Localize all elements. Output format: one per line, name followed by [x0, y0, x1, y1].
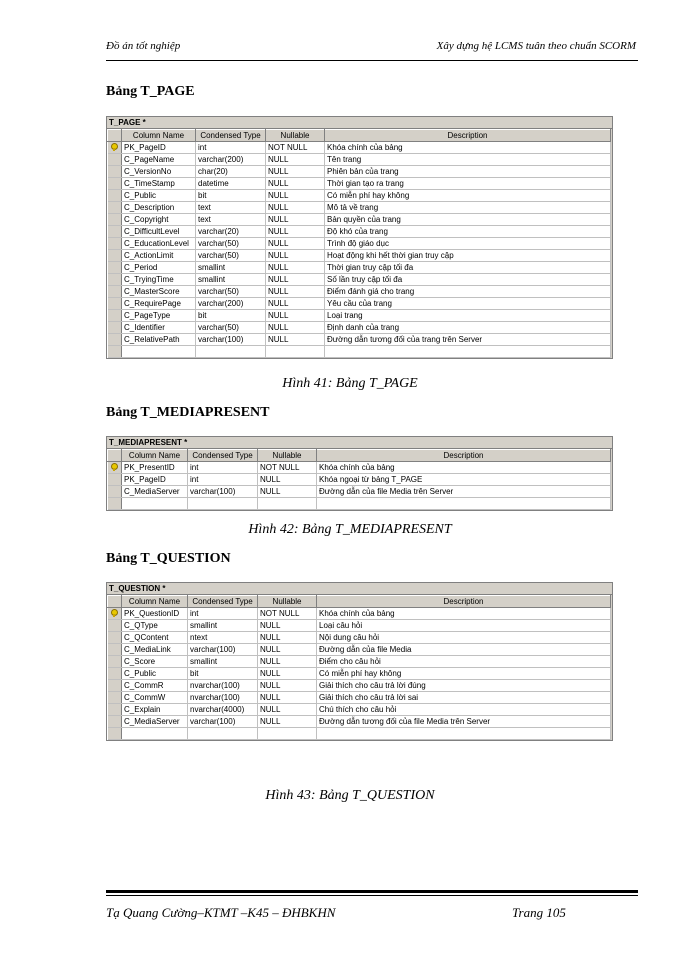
- column-header-row: [108, 450, 611, 462]
- row-selector[interactable]: [108, 178, 122, 190]
- table-grid-t-mediapresent: [106, 436, 613, 511]
- cell-desc[interactable]: Độ khó của trang: [325, 226, 611, 238]
- empty-cell[interactable]: [266, 346, 325, 358]
- table-row[interactable]: [108, 142, 611, 154]
- table-row[interactable]: [108, 226, 611, 238]
- cell-nullable[interactable]: NULL: [258, 656, 317, 668]
- row-selector[interactable]: [108, 298, 122, 310]
- cell-name[interactable]: C_CommW: [122, 692, 188, 704]
- empty-cell[interactable]: [258, 728, 317, 740]
- cell-nullable[interactable]: NULL: [258, 486, 317, 498]
- page-header: [106, 40, 636, 58]
- section-heading-t-question: Bảng T_QUESTION: [106, 551, 231, 566]
- cell-desc[interactable]: Chú thích cho câu hỏi: [317, 704, 611, 716]
- cell-name[interactable]: C_Explain: [122, 704, 188, 716]
- table-row[interactable]: [108, 262, 611, 274]
- section-heading-t-mediapresent: Bảng T_MEDIAPRESENT: [106, 405, 270, 420]
- cell-desc[interactable]: Khóa chính của bảng: [325, 142, 611, 154]
- cell-desc[interactable]: Số lần truy cập tối đa: [325, 274, 611, 286]
- figure-caption-43: Hình 43: Bảng T_QUESTION: [265, 788, 435, 803]
- cell-type[interactable]: varchar(100): [188, 716, 258, 728]
- cell-desc[interactable]: Điểm cho câu hỏi: [317, 656, 611, 668]
- grid-table: [107, 129, 611, 358]
- row-selector[interactable]: [108, 190, 122, 202]
- cell-nullable[interactable]: NULL: [266, 190, 325, 202]
- row-selector[interactable]: [108, 310, 122, 322]
- cell-name[interactable]: C_QContent: [122, 632, 188, 644]
- primary-key-icon: [111, 143, 117, 151]
- cell-nullable[interactable]: NULL: [266, 250, 325, 262]
- cell-nullable[interactable]: NULL: [266, 202, 325, 214]
- grid-title: T_MEDIAPRESENT *: [107, 437, 612, 449]
- table-row[interactable]: [108, 250, 611, 262]
- footer-rule: [106, 890, 638, 893]
- table-row[interactable]: [108, 692, 611, 704]
- table-row[interactable]: [108, 178, 611, 190]
- row-selector[interactable]: [108, 226, 122, 238]
- table-grid-t-page: [106, 116, 613, 359]
- row-selector[interactable]: [108, 250, 122, 262]
- cell-nullable[interactable]: NULL: [266, 298, 325, 310]
- col-header-name[interactable]: Column Name: [122, 596, 188, 608]
- cell-desc[interactable]: Đường dẫn tương đối của trang trên Server: [325, 334, 611, 346]
- cell-name[interactable]: C_VersionNo: [122, 166, 196, 178]
- row-selector[interactable]: [108, 620, 122, 632]
- cell-desc[interactable]: Thời gian tạo ra trang: [325, 178, 611, 190]
- empty-cell[interactable]: [317, 498, 611, 510]
- table-row[interactable]: [108, 274, 611, 286]
- cell-name[interactable]: C_Public: [122, 190, 196, 202]
- cell-type[interactable]: varchar(20): [196, 226, 266, 238]
- row-selector[interactable]: [108, 166, 122, 178]
- cell-nullable[interactable]: NULL: [258, 716, 317, 728]
- cell-type[interactable]: bit: [196, 190, 266, 202]
- grid-title: T_QUESTION *: [107, 583, 612, 595]
- row-selector[interactable]: [108, 644, 122, 656]
- empty-row[interactable]: [108, 728, 611, 740]
- cell-name[interactable]: PK_QuestionID: [122, 608, 188, 620]
- table-row[interactable]: [108, 668, 611, 680]
- row-selector[interactable]: [108, 692, 122, 704]
- cell-nullable[interactable]: NULL: [258, 474, 317, 486]
- cell-name[interactable]: C_TimeStamp: [122, 178, 196, 190]
- empty-cell[interactable]: [317, 728, 611, 740]
- cell-name[interactable]: PK_PageID: [122, 474, 188, 486]
- row-selector[interactable]: [108, 462, 122, 474]
- cell-type[interactable]: int: [196, 142, 266, 154]
- cell-desc[interactable]: Phiên bản của trang: [325, 166, 611, 178]
- empty-cell[interactable]: [258, 498, 317, 510]
- cell-name[interactable]: C_DifficultLevel: [122, 226, 196, 238]
- table-row[interactable]: [108, 608, 611, 620]
- figure-caption-41: Hình 41: Bảng T_PAGE: [282, 376, 418, 391]
- footer-rule-thin: [106, 895, 638, 896]
- col-header-type[interactable]: Condensed Type: [188, 596, 258, 608]
- cell-type[interactable]: varchar(200): [196, 298, 266, 310]
- column-header-row: [108, 596, 611, 608]
- cell-desc[interactable]: Khóa chính của bảng: [317, 608, 611, 620]
- row-selector[interactable]: [108, 668, 122, 680]
- empty-cell[interactable]: [122, 498, 188, 510]
- cell-type[interactable]: datetime: [196, 178, 266, 190]
- table-row[interactable]: [108, 334, 611, 346]
- row-selector[interactable]: [108, 202, 122, 214]
- cell-desc[interactable]: Loại trang: [325, 310, 611, 322]
- cell-nullable[interactable]: NULL: [266, 214, 325, 226]
- cell-name[interactable]: C_TryingTime: [122, 274, 196, 286]
- cell-type[interactable]: varchar(100): [196, 334, 266, 346]
- cell-desc[interactable]: Thời gian truy cập tối đa: [325, 262, 611, 274]
- table-row[interactable]: [108, 154, 611, 166]
- cell-nullable[interactable]: NOT NULL: [258, 462, 317, 474]
- cell-name[interactable]: C_Identifier: [122, 322, 196, 334]
- cell-name[interactable]: C_Score: [122, 656, 188, 668]
- cell-nullable[interactable]: NULL: [258, 680, 317, 692]
- col-header-nullable[interactable]: Nullable: [258, 450, 317, 462]
- cell-type[interactable]: int: [188, 474, 258, 486]
- cell-type[interactable]: varchar(50): [196, 322, 266, 334]
- row-selector[interactable]: [108, 486, 122, 498]
- cell-desc[interactable]: Điểm đánh giá cho trang: [325, 286, 611, 298]
- row-selector[interactable]: [108, 286, 122, 298]
- col-header-nullable[interactable]: Nullable: [266, 130, 325, 142]
- table-row[interactable]: [108, 656, 611, 668]
- cell-nullable[interactable]: NULL: [258, 668, 317, 680]
- empty-cell[interactable]: [188, 728, 258, 740]
- cell-desc[interactable]: Có miễn phí hay không: [325, 190, 611, 202]
- cell-nullable[interactable]: NULL: [258, 692, 317, 704]
- header-left: Đồ án tốt nghiệp: [106, 40, 181, 52]
- cell-type[interactable]: bit: [196, 310, 266, 322]
- cell-name[interactable]: C_RequirePage: [122, 298, 196, 310]
- figure-caption-42: Hình 42: Bảng T_MEDIAPRESENT: [248, 522, 452, 537]
- cell-name[interactable]: PK_PresentID: [122, 462, 188, 474]
- cell-nullable[interactable]: NULL: [266, 334, 325, 346]
- cell-nullable[interactable]: NULL: [266, 178, 325, 190]
- table-row[interactable]: [108, 486, 611, 498]
- cell-desc[interactable]: Giải thích cho câu trả lời đúng: [317, 680, 611, 692]
- col-header-type[interactable]: Condensed Type: [188, 450, 258, 462]
- row-selector[interactable]: [108, 474, 122, 486]
- empty-row[interactable]: [108, 346, 611, 358]
- table-row[interactable]: [108, 474, 611, 486]
- cell-type[interactable]: smallint: [188, 620, 258, 632]
- cell-desc[interactable]: Tên trang: [325, 154, 611, 166]
- row-selector[interactable]: [108, 498, 122, 510]
- cell-nullable[interactable]: NULL: [266, 154, 325, 166]
- cell-desc[interactable]: Khóa ngoại từ bảng T_PAGE: [317, 474, 611, 486]
- cell-nullable[interactable]: NULL: [266, 310, 325, 322]
- table-row[interactable]: [108, 716, 611, 728]
- cell-nullable[interactable]: NULL: [258, 632, 317, 644]
- primary-key-icon: [111, 609, 117, 617]
- cell-desc[interactable]: Khóa chính của bảng: [317, 462, 611, 474]
- cell-type[interactable]: char(20): [196, 166, 266, 178]
- cell-type[interactable]: smallint: [196, 274, 266, 286]
- row-header-corner: [108, 450, 122, 462]
- cell-desc[interactable]: Mô tả về trang: [325, 202, 611, 214]
- header-right: Xây dựng hệ LCMS tuân theo chuẩn SCORM: [436, 40, 636, 52]
- cell-type[interactable]: varchar(50): [196, 238, 266, 250]
- table-row[interactable]: [108, 190, 611, 202]
- empty-cell[interactable]: [325, 346, 611, 358]
- cell-desc[interactable]: Giải thích cho câu trả lời sai: [317, 692, 611, 704]
- grid-table: [107, 595, 611, 740]
- cell-type[interactable]: ntext: [188, 632, 258, 644]
- cell-name[interactable]: C_CommR: [122, 680, 188, 692]
- cell-nullable[interactable]: NULL: [266, 166, 325, 178]
- cell-desc[interactable]: Bản quyền của trang: [325, 214, 611, 226]
- cell-name[interactable]: C_EducationLevel: [122, 238, 196, 250]
- cell-type[interactable]: varchar(100): [188, 644, 258, 656]
- primary-key-icon: [111, 463, 117, 471]
- cell-desc[interactable]: Đường dẫn của file Media: [317, 644, 611, 656]
- cell-nullable[interactable]: NULL: [266, 226, 325, 238]
- row-selector[interactable]: [108, 346, 122, 358]
- col-header-description[interactable]: Description: [317, 450, 611, 462]
- cell-type[interactable]: int: [188, 462, 258, 474]
- cell-desc[interactable]: Có miễn phí hay không: [317, 668, 611, 680]
- cell-type[interactable]: nvarchar(100): [188, 692, 258, 704]
- cell-name[interactable]: C_QType: [122, 620, 188, 632]
- row-selector[interactable]: [108, 238, 122, 250]
- table-row[interactable]: [108, 238, 611, 250]
- cell-type[interactable]: bit: [188, 668, 258, 680]
- table-row[interactable]: [108, 166, 611, 178]
- empty-row[interactable]: [108, 498, 611, 510]
- col-header-name[interactable]: Column Name: [122, 450, 188, 462]
- cell-name[interactable]: C_PageType: [122, 310, 196, 322]
- cell-nullable[interactable]: NULL: [266, 238, 325, 250]
- row-selector[interactable]: [108, 262, 122, 274]
- table-grid-t-question: [106, 582, 613, 741]
- cell-type[interactable]: nvarchar(4000): [188, 704, 258, 716]
- cell-type[interactable]: text: [196, 214, 266, 226]
- cell-type[interactable]: text: [196, 202, 266, 214]
- table-row[interactable]: [108, 632, 611, 644]
- col-header-nullable[interactable]: Nullable: [258, 596, 317, 608]
- row-selector[interactable]: [108, 704, 122, 716]
- cell-name[interactable]: C_MediaLink: [122, 644, 188, 656]
- col-header-description[interactable]: Description: [317, 596, 611, 608]
- row-selector[interactable]: [108, 214, 122, 226]
- cell-nullable[interactable]: NULL: [266, 286, 325, 298]
- cell-desc[interactable]: Hoạt động khi hết thời gian truy cập: [325, 250, 611, 262]
- cell-name[interactable]: C_Copyright: [122, 214, 196, 226]
- cell-name[interactable]: C_ActionLimit: [122, 250, 196, 262]
- cell-nullable[interactable]: NOT NULL: [266, 142, 325, 154]
- cell-nullable[interactable]: NULL: [266, 322, 325, 334]
- cell-desc[interactable]: Yêu cầu của trang: [325, 298, 611, 310]
- cell-name[interactable]: C_PageName: [122, 154, 196, 166]
- empty-cell[interactable]: [188, 498, 258, 510]
- row-selector[interactable]: [108, 608, 122, 620]
- cell-nullable[interactable]: NULL: [258, 644, 317, 656]
- cell-nullable[interactable]: NULL: [266, 262, 325, 274]
- row-selector[interactable]: [108, 142, 122, 154]
- table-row[interactable]: [108, 202, 611, 214]
- cell-name[interactable]: C_Description: [122, 202, 196, 214]
- page-number: Trang 105: [512, 905, 566, 920]
- row-selector[interactable]: [108, 632, 122, 644]
- col-header-type[interactable]: Condensed Type: [196, 130, 266, 142]
- grid-title: T_PAGE *: [107, 117, 612, 129]
- row-selector[interactable]: [108, 680, 122, 692]
- row-selector[interactable]: [108, 334, 122, 346]
- table-row[interactable]: [108, 298, 611, 310]
- cell-type[interactable]: varchar(100): [188, 486, 258, 498]
- cell-type[interactable]: varchar(50): [196, 286, 266, 298]
- column-header-row: [108, 130, 611, 142]
- row-selector[interactable]: [108, 728, 122, 740]
- row-selector[interactable]: [108, 274, 122, 286]
- cell-type[interactable]: nvarchar(100): [188, 680, 258, 692]
- header-rule: [106, 60, 638, 61]
- col-header-description[interactable]: Description: [325, 130, 611, 142]
- row-header-corner: [108, 596, 122, 608]
- empty-cell[interactable]: [196, 346, 266, 358]
- cell-name[interactable]: C_MediaServer: [122, 716, 188, 728]
- cell-type[interactable]: varchar(200): [196, 154, 266, 166]
- cell-nullable[interactable]: NOT NULL: [258, 608, 317, 620]
- table-row[interactable]: [108, 620, 611, 632]
- cell-desc[interactable]: Nội dung câu hỏi: [317, 632, 611, 644]
- row-selector[interactable]: [108, 656, 122, 668]
- table-row[interactable]: [108, 680, 611, 692]
- row-selector[interactable]: [108, 716, 122, 728]
- cell-name[interactable]: C_MediaServer: [122, 486, 188, 498]
- table-row[interactable]: [108, 310, 611, 322]
- cell-name[interactable]: C_Period: [122, 262, 196, 274]
- table-row[interactable]: [108, 462, 611, 474]
- grid-table: [107, 449, 611, 510]
- empty-cell[interactable]: [122, 346, 196, 358]
- footer-left: Tạ Quang Cường–KTMT –K45 – ĐHBKHN: [106, 905, 336, 920]
- row-selector[interactable]: [108, 322, 122, 334]
- cell-nullable[interactable]: NULL: [258, 704, 317, 716]
- row-selector[interactable]: [108, 154, 122, 166]
- table-row[interactable]: [108, 214, 611, 226]
- table-row[interactable]: [108, 704, 611, 716]
- cell-type[interactable]: int: [188, 608, 258, 620]
- cell-desc[interactable]: Đường dẫn tương đối của file Media trên Server: [317, 716, 611, 728]
- col-header-name[interactable]: Column Name: [122, 130, 196, 142]
- row-header-corner: [108, 130, 122, 142]
- cell-nullable[interactable]: NULL: [266, 274, 325, 286]
- cell-desc[interactable]: Định danh của trang: [325, 322, 611, 334]
- cell-name[interactable]: PK_PageID: [122, 142, 196, 154]
- cell-name[interactable]: C_MasterScore: [122, 286, 196, 298]
- table-row[interactable]: [108, 644, 611, 656]
- section-heading-t-page: Bảng T_PAGE: [106, 84, 195, 99]
- cell-desc[interactable]: Loại câu hỏi: [317, 620, 611, 632]
- empty-cell[interactable]: [122, 728, 188, 740]
- table-row[interactable]: [108, 286, 611, 298]
- cell-desc[interactable]: Đường dẫn của file Media trên Server: [317, 486, 611, 498]
- cell-type[interactable]: smallint: [188, 656, 258, 668]
- cell-nullable[interactable]: NULL: [258, 620, 317, 632]
- cell-name[interactable]: C_Public: [122, 668, 188, 680]
- cell-desc[interactable]: Trình độ giáo dục: [325, 238, 611, 250]
- cell-name[interactable]: C_RelativePath: [122, 334, 196, 346]
- cell-type[interactable]: smallint: [196, 262, 266, 274]
- cell-type[interactable]: varchar(50): [196, 250, 266, 262]
- table-row[interactable]: [108, 322, 611, 334]
